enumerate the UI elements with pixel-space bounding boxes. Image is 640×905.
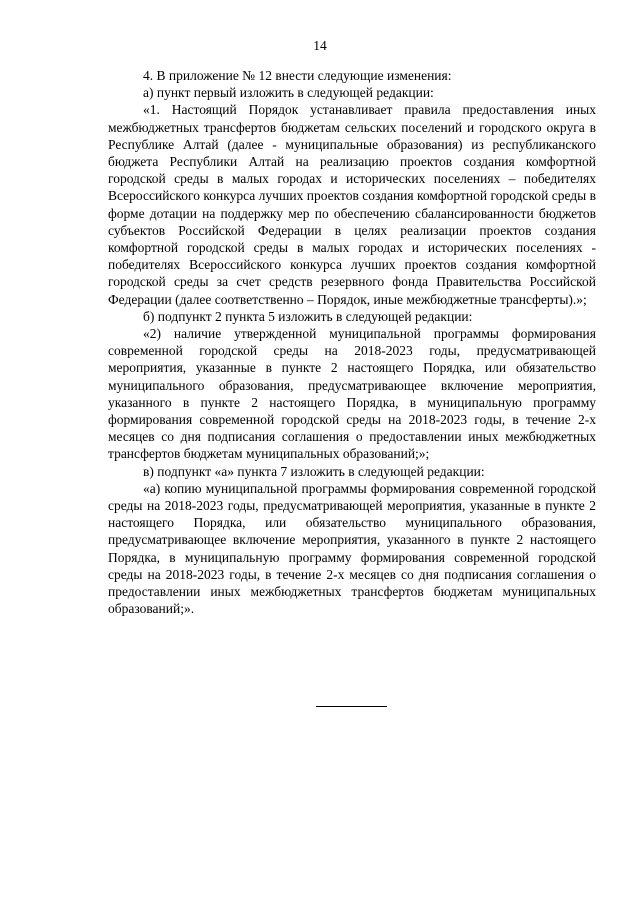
end-separator-line [316,706,387,707]
paragraph-subpoint-a-text: «а) копию муниципальной программы формирования современной городской среды на 2018-2023 годы, предусматривающей мероприятия, указанные в пункте 2 настоящего Порядка, или обязательство муниципального образования, предусматривающее включение мероприятия, указанного в пункте 2 настоящего Порядка, в муниципальную программу формирования современной городской среды на 2018-2023 годы, в течение 2-х месяцев со дня подписания соглашения о предоставлении иных межбюджетных трансфертов бюджетам муниципальных образований;». [108,480,596,617]
paragraph-subpoint-2-text: «2) наличие утвержденной муниципальной программы формирования современной городской среды на 2018-2023 годы, предусматривающей мероприятия, указанные в пункте 2 настоящего Порядка, или обязательство муниципального образования, предусматривающее включение мероприятия, указанного в пункте 2 настоящего Порядка, в муниципальную программу формирования современной городской среды на 2018-2023 годы, в течение 2-х месяцев со дня подписания соглашения о предоставлении иных межбюджетных трансфертов бюджетам муниципальных образований;»; [108,326,596,462]
paragraph-amendment-intro: 4. В приложение № 12 внести следующие изменения: [143,68,452,83]
paragraph-subitem-c-heading: в) подпункт «а» пункта 7 изложить в следующей редакции: [143,463,485,479]
document-body [108,67,596,618]
paragraph-subitem-a-heading: а) пункт первый изложить в следующей редакции: [143,85,434,101]
paragraph-subitem-b-heading: б) подпункт 2 пункта 5 изложить в следующей редакции: [143,308,473,324]
page-number: 14 [313,38,327,53]
paragraph-point-1-text: «1. Настоящий Порядок устанавливает правила предоставления иных межбюджетных трансфертов бюджетам сельских поселений и городского округа в Республике Алтай (далее - муниципальные образования) из республиканского бюджета Республики Алтай на реализацию проектов создания комфортной городской среды в малых городах и исторических поселениях – победителях Всероссийского конкурса лучших проектов создания комфортной городской среды в форме дотации на поддержку мер по обеспечению сбалансированности бюджетов субъектов Российской Федерации в целях реализации проектов создания комфортной городской среды в малых городах и исторических поселениях - победителях Всероссийского конкурса лучших проектов создания комфортной городской среды за счет средств резервного фонда Правительства Российской Федерации (далее соответственно – Порядок, иные межбюджетные трансферты).»; [108,102,596,307]
